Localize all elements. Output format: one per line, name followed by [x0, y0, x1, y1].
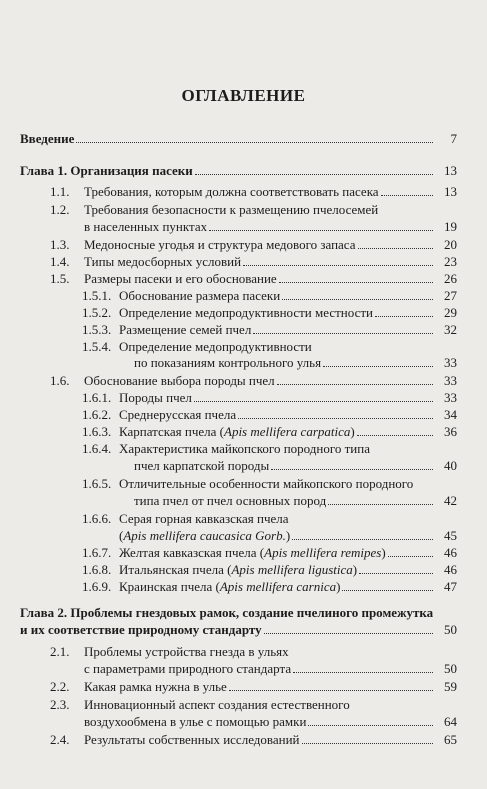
section-number: 2.4.	[50, 732, 70, 747]
section-title: Определение медопродуктивности	[119, 339, 312, 354]
section-title: Итальянская пчела (	[119, 562, 232, 577]
section-number: 1.3.	[50, 237, 70, 252]
page-number: 45	[444, 528, 457, 543]
section-title: Отличительные особенности майкопского породного	[119, 476, 414, 491]
toc-entry-label: Введение	[20, 131, 75, 146]
dot-leader	[381, 185, 433, 196]
paren-close: )	[336, 579, 341, 594]
page-number: 27	[444, 288, 457, 303]
dot-leader	[209, 220, 433, 231]
section-number: 1.4.	[50, 254, 70, 269]
section-number: 1.5.3.	[82, 322, 112, 337]
section-title-line2: по показаниям контрольного улья	[134, 355, 322, 370]
page-number: 40	[444, 458, 457, 473]
dot-leader	[359, 563, 433, 574]
section-title: Требования безопасности к размещению пчелосемей	[84, 202, 379, 217]
page-number: 47	[444, 579, 457, 594]
page-number: 7	[450, 131, 457, 146]
page-number: 33	[444, 355, 457, 370]
section-number: 1.6.6.	[82, 511, 112, 526]
section-title: Породы пчел	[119, 390, 192, 405]
page-title: ОГЛАВЛЕНИЕ	[181, 86, 306, 105]
latin-name: Apis mellifera carpatica	[224, 424, 351, 439]
latin-name: Apis mellifera caucasica Gorb.	[123, 528, 286, 543]
page-number: 64	[444, 714, 457, 729]
section-title: Карпатская пчела (	[119, 424, 224, 439]
section-title: Какая рамка нужна в улье	[84, 679, 227, 694]
section-title: Результаты собственных исследований	[84, 732, 300, 747]
page-number: 46	[444, 562, 457, 577]
dot-leader	[253, 323, 433, 334]
dot-leader	[328, 494, 433, 505]
section-number: 2.2.	[50, 679, 70, 694]
section-number: 1.5.1.	[82, 288, 112, 303]
dot-leader	[308, 715, 433, 726]
dot-leader	[238, 408, 433, 419]
section-title: Обоснование выбора породы пчел	[84, 373, 275, 388]
page-number: 13	[444, 184, 457, 199]
dot-leader	[357, 425, 433, 436]
section-title-line2: воздухообмена в улье с помощью рамки	[84, 714, 307, 729]
dot-leader	[271, 459, 433, 470]
dot-leader	[243, 255, 433, 266]
section-title: Инновационный аспект создания естественного	[84, 697, 350, 712]
section-number: 1.6.7.	[82, 545, 112, 560]
dot-leader	[323, 356, 433, 367]
section-number: 1.6.4.	[82, 441, 112, 456]
section-number: 1.5.2.	[82, 305, 112, 320]
dot-leader	[279, 272, 433, 283]
section-title-line2: в населенных пунктах	[84, 219, 208, 234]
section-title: Определение медопродуктивности местности	[119, 305, 373, 320]
paren-close: )	[352, 562, 358, 577]
dot-leader	[282, 289, 433, 300]
dot-leader	[264, 623, 433, 634]
chapter-title: Глава 1. Организация пасеки	[20, 163, 193, 178]
section-title-line2: с параметрами природного стандарта	[84, 661, 292, 676]
paren-open: (	[119, 528, 124, 543]
section-title: Размеры пасеки и его обоснование	[84, 271, 277, 286]
section-number: 2.3.	[50, 697, 70, 712]
section-title: Характеристика майкопского породного типа	[119, 441, 370, 456]
section-title: Проблемы устройства гнезда в ульях	[84, 644, 289, 659]
section-number: 1.6.1.	[82, 390, 112, 405]
section-title: Среднерусская пчела	[119, 407, 237, 422]
section-number: 1.6.8.	[82, 562, 112, 577]
page-number: 33	[444, 390, 457, 405]
page-number: 13	[444, 163, 457, 178]
paren-close: )	[381, 545, 386, 560]
section-title: Требования, которым должна соответствовать пасека	[84, 184, 379, 199]
dot-leader	[358, 238, 434, 249]
chapter-title-line2: и их соответствие природному стандарту	[20, 622, 262, 637]
page-number: 33	[444, 373, 457, 388]
dot-leader	[292, 529, 433, 540]
section-title: Обоснование размера пасеки	[119, 288, 281, 303]
dot-leader	[76, 132, 433, 143]
section-title: Желтая кавказская пчела (	[119, 545, 265, 560]
latin-name: Apis mellifera remipes	[264, 545, 382, 560]
page-number: 20	[444, 237, 457, 252]
section-title: Медоносные угодья и структура медового запаса	[84, 237, 356, 252]
page-number: 50	[444, 661, 457, 676]
section-title: Размещение семей пчел	[119, 322, 252, 337]
page-number: 59	[444, 679, 457, 694]
page-number: 34	[444, 407, 457, 422]
paren-close: )	[285, 528, 291, 543]
section-number: 2.1.	[50, 644, 70, 659]
paren-close: )	[350, 424, 355, 439]
section-number: 1.6.5.	[82, 476, 112, 491]
section-title-line2: типа пчел от пчел основных пород	[134, 493, 327, 508]
section-number: 1.2.	[50, 202, 70, 217]
chapter-title: Глава 2. Проблемы гнездовых рамок, создание пчелиного промежутка	[20, 605, 434, 620]
section-number: 1.1.	[50, 184, 70, 199]
dot-leader	[194, 391, 433, 402]
section-number: 1.5.4.	[82, 339, 112, 354]
dot-leader	[293, 662, 433, 673]
page-number: 65	[444, 732, 457, 747]
section-title: Типы медосборных условий	[84, 254, 242, 269]
latin-name: Apis mellifera ligustica	[231, 562, 353, 577]
section-number: 1.6.9.	[82, 579, 112, 594]
page-number: 19	[444, 219, 457, 234]
dot-leader	[375, 306, 433, 317]
section-title: Серая горная кавказская пчела	[119, 511, 289, 526]
page-number: 23	[444, 254, 457, 269]
dot-leader	[229, 680, 433, 691]
page-number: 26	[444, 271, 457, 286]
page-number: 46	[444, 545, 457, 560]
section-number: 1.6.	[50, 373, 70, 388]
section-title-line2: пчел карпатской породы	[134, 458, 270, 473]
section-number: 1.5.	[50, 271, 70, 286]
page-number: 29	[444, 305, 457, 320]
dot-leader	[277, 374, 433, 385]
latin-name: Apis mellifera carnica	[219, 579, 337, 594]
page-number: 42	[444, 493, 457, 508]
page-number: 32	[444, 322, 457, 337]
page-number: 50	[444, 622, 457, 637]
section-number: 1.6.3.	[82, 424, 112, 439]
page-number: 36	[444, 424, 457, 439]
dot-leader	[388, 546, 433, 557]
section-title: Краинская пчела (	[119, 579, 220, 594]
section-number: 1.6.2.	[82, 407, 112, 422]
dot-leader	[302, 733, 433, 744]
dot-leader	[342, 580, 433, 591]
dot-leader	[195, 164, 433, 175]
